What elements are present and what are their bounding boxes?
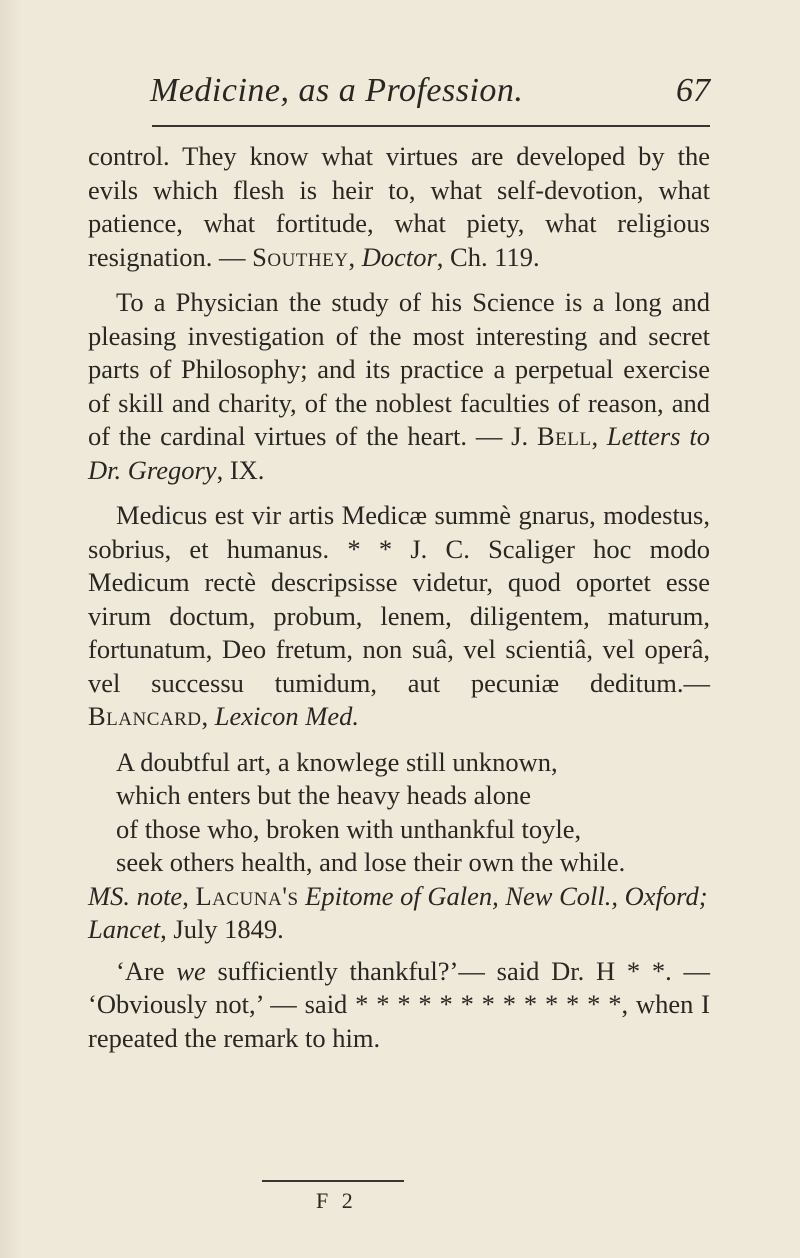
citation-tail: , IX.: [216, 454, 265, 485]
signature-mark: F 2: [316, 1188, 357, 1213]
verse-line: of those who, broken with unthankful toyle,: [116, 813, 582, 844]
page-number: 67: [676, 72, 710, 109]
body-text: [88, 140, 710, 1067]
emphasis-word: we: [176, 955, 206, 986]
page-shadow-edge: [0, 0, 22, 1258]
running-title: Medicine, as a Profession.: [150, 72, 524, 109]
author-name: Blancard: [88, 701, 202, 731]
verse-line: which enters but the heavy heads alone: [116, 780, 532, 810]
separator: ,: [591, 421, 607, 451]
header-rule: [152, 125, 710, 127]
author-name: Lacuna's: [195, 880, 299, 911]
paragraph-text: control. They know what virtues are developed by the evils which flesh is heir to, what self-devotion, what patience, what fortitude, what piety, what religious resignation. —: [88, 141, 710, 272]
footer-rule: [262, 1180, 404, 1182]
paragraph-text: ‘Are: [116, 955, 177, 986]
separator: ,: [182, 880, 196, 911]
work-title: Epitome of Galen, New Coll., Oxford; Lancet: [88, 880, 708, 944]
verse-citation: [88, 880, 710, 947]
paragraph-blancard: [88, 499, 710, 734]
author-name: Southey: [252, 241, 349, 272]
citation-tail: , Ch. 119.: [436, 241, 540, 272]
work-title: Lexicon Med.: [214, 701, 359, 731]
paragraph-thankful: [88, 955, 710, 1056]
ms-note: MS. note: [88, 880, 183, 911]
separator: ,: [348, 241, 362, 272]
paragraph-southey: [88, 140, 710, 274]
author-name: Bell: [536, 421, 592, 451]
work-title: Letters to Dr. Gregory: [88, 421, 710, 485]
verse-line: A doubtful art, a knowlege still unknown,: [116, 746, 558, 777]
work-title: Doctor: [361, 241, 437, 272]
page-header: [150, 72, 710, 112]
citation-tail: , July 1849.: [160, 914, 284, 944]
verse-quotation: [88, 746, 710, 947]
verse-line: seek others health, and lose their own the while.: [116, 847, 626, 877]
paragraph-text: sufficiently thankful?’— said Dr. H * *. — ‘Obviously not,’ — said * * * * * * * * * * * * *, when I repeated the remark to him.: [88, 955, 710, 1053]
paragraph-text: To a Physician the study of his Science is a long and pleasing investigation of the most interesting and secret parts of Philosophy; and its practice a perpetual exercise of skill and charity, of the noblest faculties of reason, and of the cardinal virtues of the heart. — J.: [88, 287, 710, 451]
paragraph-bell: [88, 286, 710, 487]
paragraph-text: Medicus est vir artis Medicæ summè gnarus, modestus, sobrius, et humanus. * * J. C. Scaliger hoc modo Medicum rectè descripsisse videtur, quod oportet esse virum doctum, probum, lenem, diligentem, maturum, fortunatum, Deo fretum, non suâ, vel scientiâ, vel operâ, vel successu tumidum, aut pecuniæ deditum.—: [88, 500, 710, 698]
separator: ,: [201, 701, 215, 731]
